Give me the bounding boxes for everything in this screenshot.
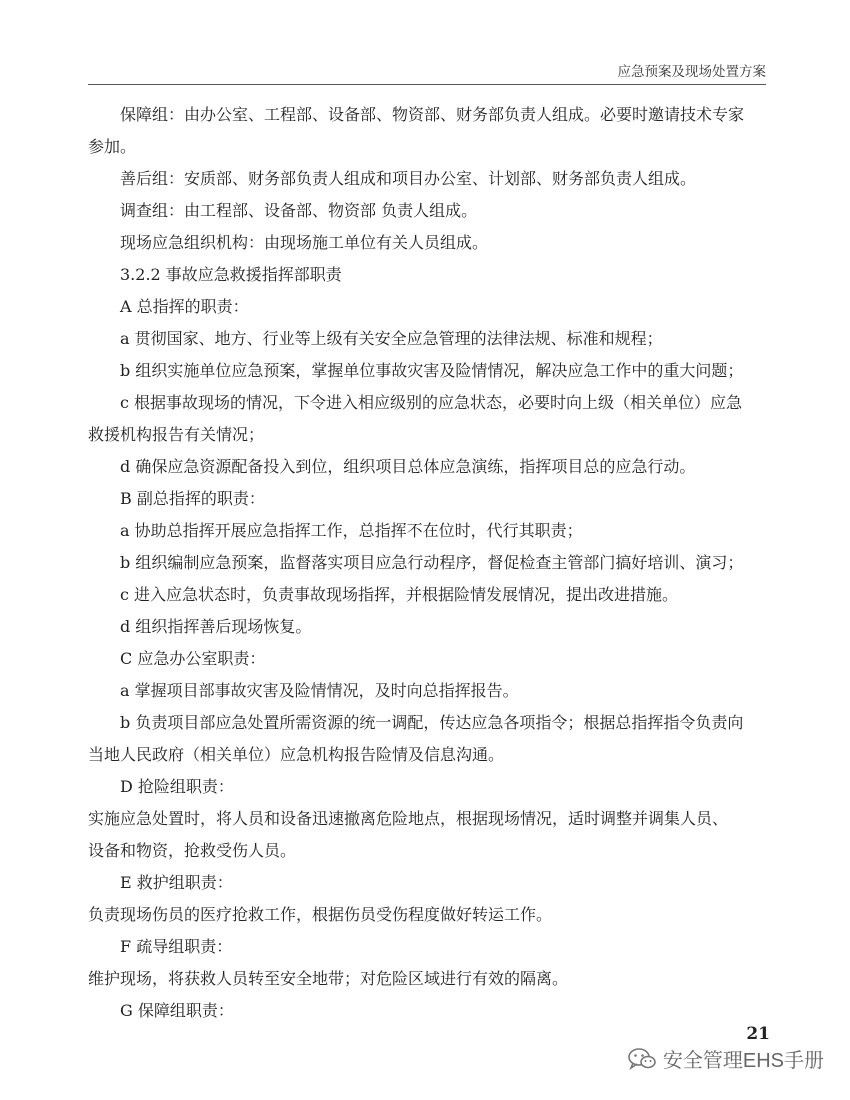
text-line: a 贯彻国家、地方、行业等上级有关安全应急管理的法律法规、标准和规程； — [120, 329, 663, 348]
text-line: C 应急办公室职责： — [120, 649, 266, 668]
text-line: G 保障组职责： — [120, 1001, 234, 1020]
wechat-icon — [627, 1046, 657, 1072]
running-header: 应急预案及现场处置方案 — [617, 64, 766, 80]
text-line: 善后组：安质部、财务部负责人组成和项目办公室、计划部、财务部负责人组成。 — [120, 169, 697, 188]
text-line: b 组织实施单位应急预案，掌握单位事故灾害及险情情况，解决应急工作中的重大问题； — [120, 361, 744, 380]
document-body — [88, 99, 768, 1027]
text-line: d 组织指挥善后现场恢复。 — [120, 617, 312, 636]
text-line: 救援机构报告有关情况； — [88, 425, 265, 444]
watermark-text: 安全管理EHS手册 — [662, 1050, 824, 1072]
text-line: c 根据事故现场的情况，下令进入相应级别的应急状态，必要时向上级（相关单位）应急 — [120, 393, 743, 412]
text-line: D 抢险组职责： — [120, 777, 234, 796]
text-line: E 救护组职责： — [120, 873, 233, 892]
watermark — [627, 1044, 824, 1073]
text-line: a 掌握项目部事故灾害及险情情况，及时向总指挥报告。 — [120, 681, 519, 700]
text-line: 负责现场伤员的医疗抢救工作，根据伤员受伤程度做好转运工作。 — [88, 905, 553, 924]
header-rule — [88, 84, 766, 85]
text-line: d 确保应急资源配备投入到位，组织项目总体应急演练，指挥项目总的应急行动。 — [120, 457, 696, 476]
text-line: A 总指挥的职责： — [120, 297, 249, 316]
text-line: F 疏导组职责： — [120, 937, 233, 956]
text-line: 3.2.2 事故应急救援指挥部职责 — [120, 265, 342, 284]
text-line: b 负责项目部应急处置所需资源的统一调配，传达应急各项指令；根据总指挥指令负责向 — [120, 713, 744, 732]
text-line: 设备和物资，抢救受伤人员。 — [88, 841, 297, 860]
text-line: a 协助总指挥开展应急指挥工作，总指挥不在位时，代行其职责； — [120, 521, 583, 540]
page-number: 21 — [746, 1024, 770, 1044]
text-line: 实施应急处置时，将人员和设备迅速撤离危险地点，根据现场情况，适时调整并调集人员、 — [88, 809, 729, 828]
text-line: 参加。 — [88, 137, 137, 156]
text-line: b 组织编制应急预案，监督落实项目应急行动程序，督促检查主管部门搞好培训、演习； — [120, 553, 744, 572]
text-line: 调查组：由工程部、设备部、物资部 负责人组成。 — [120, 201, 478, 220]
text-line: 保障组：由办公室、工程部、设备部、物资部、财务部负责人组成。必要时邀请技术专家 — [120, 105, 745, 124]
text-line: 维护现场，将获救人员转至安全地带；对危险区域进行有效的隔离。 — [88, 969, 569, 988]
text-line: 现场应急组织机构：由现场施工单位有关人员组成。 — [120, 233, 489, 252]
text-line: 当地人民政府（相关单位）应急机构报告险情及信息沟通。 — [88, 745, 505, 764]
text-line: B 副总指挥的职责： — [120, 489, 265, 508]
text-line: c 进入应急状态时，负责事故现场指挥，并根据险情发展情况，提出改进措施。 — [120, 585, 679, 604]
